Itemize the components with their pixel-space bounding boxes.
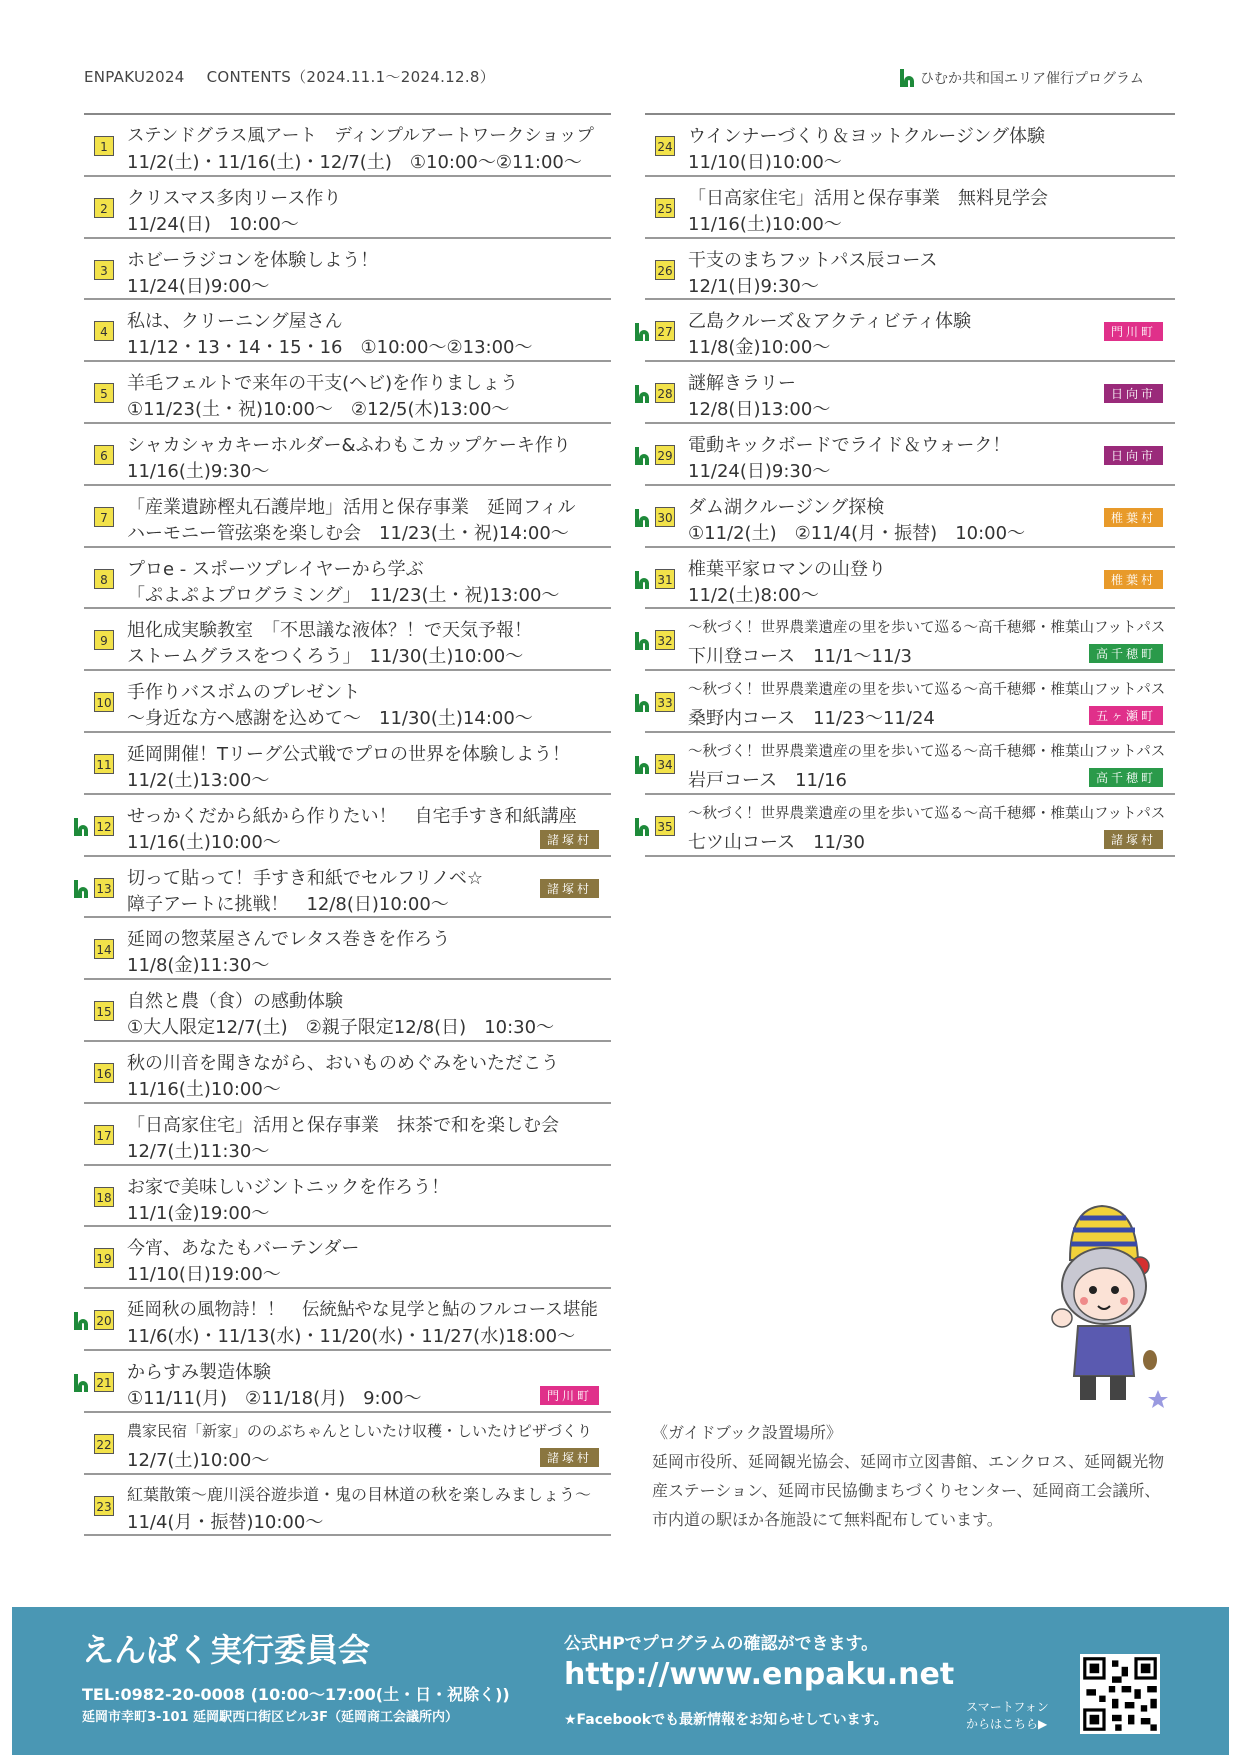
program-number: 34	[655, 754, 675, 774]
program-title: 椎葉平家ロマンの山登り	[688, 558, 886, 580]
program-entry	[84, 609, 611, 671]
program-schedule: ①11/23(土・祝)10:00〜 ②12/5(木)13:00〜	[127, 399, 510, 421]
program-entry	[645, 239, 1175, 301]
program-title: 自然と農（食）の感動体験	[127, 991, 343, 1013]
program-number: 12	[94, 816, 114, 836]
program-number: 23	[94, 1496, 114, 1516]
footer	[12, 1607, 1229, 1755]
program-number: 29	[655, 445, 675, 465]
area-badge: 諸塚村	[540, 879, 599, 898]
program-schedule: 11/4(月・振替)10:00〜	[127, 1511, 324, 1533]
program-number: 3	[94, 260, 114, 280]
himuka-h-icon	[74, 1312, 88, 1330]
program-entry	[84, 671, 611, 733]
program-title: 乙島クルーズ＆アクティビティ体験	[688, 311, 972, 333]
program-title: シャカシャカキーホルダー&ふわもこカップケーキ作り	[127, 434, 571, 456]
website-url[interactable]: http://www.enpaku.net	[564, 1657, 955, 1692]
program-number: 5	[94, 383, 114, 403]
program-title: ダム湖クルージング探検	[688, 496, 885, 518]
program-title: ステンドグラス風アート ディンプルアートワークショップ	[127, 126, 594, 146]
program-entry	[84, 548, 611, 610]
program-entry	[84, 1289, 611, 1351]
program-schedule: 岩戸コース 11/16	[688, 769, 847, 791]
program-entry	[84, 1227, 611, 1289]
himuka-h-icon	[635, 632, 649, 650]
area-badge: 諸塚村	[540, 1448, 599, 1467]
facebook-note: ★Facebookでも最新情報をお知らせしています。	[564, 1712, 888, 1728]
program-entry	[84, 795, 611, 857]
program-schedule: 11/12・13・14・15・16 ①10:00〜②13:00〜	[127, 337, 533, 359]
program-entry	[84, 918, 611, 980]
mascot-illustration	[1040, 1200, 1170, 1410]
area-badge: 高千穂町	[1089, 644, 1163, 663]
program-number: 25	[655, 198, 675, 218]
program-title: お家で美味しいジントニックを作ろう！	[127, 1176, 450, 1198]
program-title: 羊毛フェルトで来年の干支(ヘビ)を作りましょう	[127, 373, 519, 395]
program-number: 22	[94, 1434, 114, 1454]
program-number: 33	[655, 692, 675, 712]
program-entry	[645, 300, 1175, 362]
program-entry	[645, 362, 1175, 424]
program-schedule: 〜身近な方へ感謝を込めて〜 11/30(土)14:00〜	[127, 708, 533, 730]
program-title: 延岡秋の風物詩！！ 伝統鮎やな見学と鮎のフルコース堪能	[127, 1300, 598, 1321]
program-title: クリスマス多肉リース作り	[127, 187, 342, 209]
program-title: プロe - スポーツプレイヤーから学ぶ	[127, 558, 424, 580]
program-number: 27	[655, 321, 675, 341]
program-number: 28	[655, 383, 675, 403]
program-schedule: 11/6(水)・11/13(水)・11/20(水)・11/27(水)18:00〜	[127, 1326, 576, 1348]
program-schedule: 12/7(土)10:00〜	[127, 1449, 270, 1471]
edition-label: ENPAKU2024	[84, 68, 185, 86]
program-schedule: ハーモニー管弦楽を楽しむ会 11/23(土・祝)14:00〜	[127, 522, 569, 544]
program-title: からすみ製造体験	[127, 1361, 271, 1383]
area-badge: 日向市	[1104, 446, 1163, 465]
program-title: 私は、クリーニング屋さん	[127, 311, 343, 333]
program-schedule: 11/1(金)19:00〜	[127, 1202, 270, 1224]
program-entry	[84, 1104, 611, 1166]
program-label: ひむか共和国エリア催行プログラム	[920, 71, 1144, 87]
area-badge: 高千穂町	[1089, 768, 1163, 787]
area-badge: 諸塚村	[1104, 830, 1163, 849]
program-title: 手作りバスボムのプレゼント	[127, 682, 361, 704]
contents-list-right	[645, 113, 1175, 857]
program-title: 〜秋づく！世界農業遺産の里を歩いて巡る〜高千穂郷・椎葉山フットパス	[688, 682, 1166, 699]
program-entry	[645, 609, 1175, 671]
program-schedule: 12/7(土)11:30〜	[127, 1140, 270, 1162]
program-number: 10	[94, 692, 114, 712]
program-entry	[84, 1475, 611, 1537]
contents-label: CONTENTS（2024.11.1〜2024.12.8）	[206, 68, 496, 86]
program-number: 7	[94, 507, 114, 527]
header-edition	[84, 66, 495, 87]
program-number: 6	[94, 445, 114, 465]
program-title: 農家民宿「新家」ののぶちゃんとしいたけ収穫・しいたけピザづくり	[127, 1421, 593, 1440]
himuka-h-icon	[900, 69, 914, 87]
program-entry	[645, 424, 1175, 486]
himuka-h-icon	[74, 1374, 88, 1392]
program-schedule: 11/2(土)8:00〜	[688, 584, 819, 606]
program-schedule: 「ぷよぷよプログラミング」 11/23(土・祝)13:00〜	[127, 584, 560, 606]
area-badge: 諸塚村	[540, 830, 599, 849]
program-title: 切って貼って！手すき和紙でセルフリノベ☆	[127, 867, 483, 889]
area-badge: 門川町	[540, 1386, 599, 1405]
program-schedule: 障子アートに挑戦！ 12/8(日)10:00〜	[127, 893, 449, 915]
program-entry	[84, 980, 611, 1042]
program-entry	[84, 1413, 611, 1475]
himuka-h-icon	[635, 447, 649, 465]
program-entry	[84, 300, 611, 362]
program-number: 19	[94, 1248, 114, 1268]
area-badge: 五ヶ瀬町	[1089, 706, 1163, 725]
program-number: 4	[94, 321, 114, 341]
area-badge: 椎葉村	[1104, 570, 1163, 589]
program-number: 13	[94, 878, 114, 898]
guidebook-locations	[652, 1418, 1172, 1534]
organizer-address: 延岡市幸町3-101 延岡駅西口街区ビル3F（延岡商工会議所内）	[82, 1710, 459, 1725]
guidebook-body: 延岡市役所、延岡観光協会、延岡市立図書館、エンクロス、延岡観光物産ステーション、延岡市民協働まちづくりセンター、延岡商工会議所、市内道の駅ほか各施設にて無料配布しています。	[652, 1452, 1165, 1529]
program-number: 1	[94, 136, 114, 156]
program-schedule: 12/8(日)13:00〜	[688, 399, 831, 421]
program-schedule: 11/8(金)10:00〜	[688, 337, 831, 359]
program-number: 17	[94, 1125, 114, 1145]
program-number: 35	[655, 816, 675, 836]
program-entry	[84, 424, 611, 486]
organizer-tel: TEL:0982-20-0008 (10:00〜17:00(土・日・祝除く))	[82, 1685, 510, 1704]
program-title: 「日高家住宅」活用と保存事業 無料見学会	[688, 187, 1048, 209]
program-number: 8	[94, 569, 114, 589]
program-entry	[645, 486, 1175, 548]
program-entry	[84, 1166, 611, 1228]
program-entry	[84, 486, 611, 548]
program-schedule: 11/2(土)13:00〜	[127, 769, 270, 791]
program-number: 32	[655, 630, 675, 650]
himuka-h-icon	[635, 818, 649, 836]
program-title: 秋の川音を聞きながら、おいものめぐみをいただこう	[127, 1052, 559, 1074]
program-entry	[645, 671, 1175, 733]
hp-label: 公式HPでプログラムの確認ができます。	[564, 1634, 879, 1654]
program-title: 「産業遺跡樫丸石護岸地」活用と保存事業 延岡フィル	[127, 496, 576, 518]
program-schedule: 11/24(日)9:00〜	[127, 275, 270, 297]
program-schedule: 11/2(土)・11/16(土)・12/7(土) ①10:00〜②11:00〜	[127, 152, 582, 173]
himuka-h-icon	[635, 694, 649, 712]
program-number: 31	[655, 569, 675, 589]
program-title: 今宵、あなたもバーテンダー	[127, 1238, 360, 1260]
program-schedule: ストームグラスをつくろう」 11/30(土)10:00〜	[127, 646, 524, 668]
program-schedule: 11/16(土)9:30〜	[127, 460, 270, 482]
program-title: ホビーラジコンを体験しよう！	[127, 249, 379, 271]
program-entry	[645, 548, 1175, 610]
program-title: 干支のまちフットパス辰コース	[688, 249, 938, 271]
program-number: 18	[94, 1187, 114, 1207]
program-schedule: 下川登コース 11/1〜11/3	[688, 646, 912, 668]
program-schedule: 11/10(日)10:00〜	[688, 152, 842, 173]
program-schedule: 11/16(土)10:00〜	[688, 213, 842, 235]
program-entry	[645, 177, 1175, 239]
program-title: 〜秋づく！世界農業遺産の里を歩いて巡る〜高千穂郷・椎葉山フットパス	[688, 620, 1166, 637]
program-number: 16	[94, 1063, 114, 1083]
program-number: 14	[94, 939, 114, 959]
program-number: 9	[94, 630, 114, 650]
program-entry	[84, 239, 611, 301]
qr-code-icon[interactable]	[1080, 1654, 1160, 1734]
program-schedule: 七ツ山コース 11/30	[688, 831, 865, 853]
program-entry	[84, 177, 611, 239]
himuka-h-icon	[635, 323, 649, 341]
himuka-h-icon	[635, 756, 649, 774]
program-schedule: ①11/2(土) ②11/4(月・振替) 10:00〜	[688, 522, 1026, 544]
program-schedule: 11/16(土)10:00〜	[127, 831, 281, 853]
area-badge: 日向市	[1104, 384, 1163, 403]
program-title: 延岡の惣菜屋さんでレタス巻きを作ろう	[127, 929, 451, 951]
program-number: 26	[655, 260, 675, 280]
program-schedule: 11/16(土)10:00〜	[127, 1078, 281, 1100]
guidebook-title: 《ガイドブック設置場所》	[652, 1423, 842, 1442]
himuka-h-icon	[635, 385, 649, 403]
program-title: 「日高家住宅」活用と保存事業 抹茶で和を楽しむ会	[127, 1114, 559, 1136]
program-entry	[84, 1351, 611, 1413]
program-number: 20	[94, 1310, 114, 1330]
program-schedule: 12/1(日)9:30〜	[688, 275, 819, 297]
program-entry	[84, 115, 611, 177]
program-number: 11	[94, 754, 114, 774]
program-entry	[645, 115, 1175, 177]
program-schedule: 11/8(金)11:30〜	[127, 955, 270, 977]
program-schedule: 11/24(日)9:30〜	[688, 460, 831, 482]
himuka-h-icon	[635, 509, 649, 527]
program-title: 電動キックボードでライド＆ウォーク！	[688, 434, 1011, 456]
program-entry	[645, 733, 1175, 795]
program-entry	[645, 795, 1175, 857]
program-number: 2	[94, 198, 114, 218]
program-label-group	[900, 68, 1144, 88]
program-schedule: 11/10(日)19:00〜	[127, 1264, 281, 1286]
program-title: 謎解きラリー	[688, 373, 796, 395]
program-entry	[84, 857, 611, 919]
program-title: 延岡開催！Tリーグ公式戦でプロの世界を体験しよう！	[127, 743, 570, 765]
program-schedule: 11/24(日) 10:00〜	[127, 213, 299, 235]
program-number: 30	[655, 507, 675, 527]
contents-list-left	[84, 113, 611, 1536]
program-entry	[84, 362, 611, 424]
program-entry	[84, 1042, 611, 1104]
program-entry	[84, 733, 611, 795]
himuka-h-icon	[74, 880, 88, 898]
program-schedule: ①11/11(月) ②11/18(月) 9:00〜	[127, 1387, 422, 1409]
himuka-h-icon	[74, 818, 88, 836]
smartphone-note: スマートフォン からはこちら▶	[966, 1700, 1049, 1731]
program-number: 24	[655, 136, 675, 156]
program-schedule: 桑野内コース 11/23〜11/24	[688, 708, 935, 730]
himuka-h-icon	[635, 571, 649, 589]
program-title: 〜秋づく！世界農業遺産の里を歩いて巡る〜高千穂郷・椎葉山フットパス	[688, 743, 1166, 760]
program-title: 紅葉散策〜鹿川渓谷遊歩道・鬼の目林道の秋を楽しみましょう〜	[127, 1484, 592, 1504]
organizer-name: えんぱく実行委員会	[82, 1631, 371, 1669]
program-number: 21	[94, 1372, 114, 1392]
program-number: 15	[94, 1001, 114, 1021]
area-badge: 椎葉村	[1104, 508, 1163, 527]
program-title: ウインナーづくり＆ヨットクルージング体験	[688, 126, 1046, 147]
program-title: せっかくだから紙から作りたい！ 自宅手すき和紙講座	[127, 805, 577, 827]
program-title: 旭化成実験教室 「不思議な液体？！で天気予報！	[127, 620, 532, 642]
program-schedule: ①大人限定12/7(土) ②親子限定12/8(日) 10:30〜	[127, 1017, 555, 1039]
program-title: 〜秋づく！世界農業遺産の里を歩いて巡る〜高千穂郷・椎葉山フットパス	[688, 805, 1166, 822]
area-badge: 門川町	[1104, 322, 1163, 341]
